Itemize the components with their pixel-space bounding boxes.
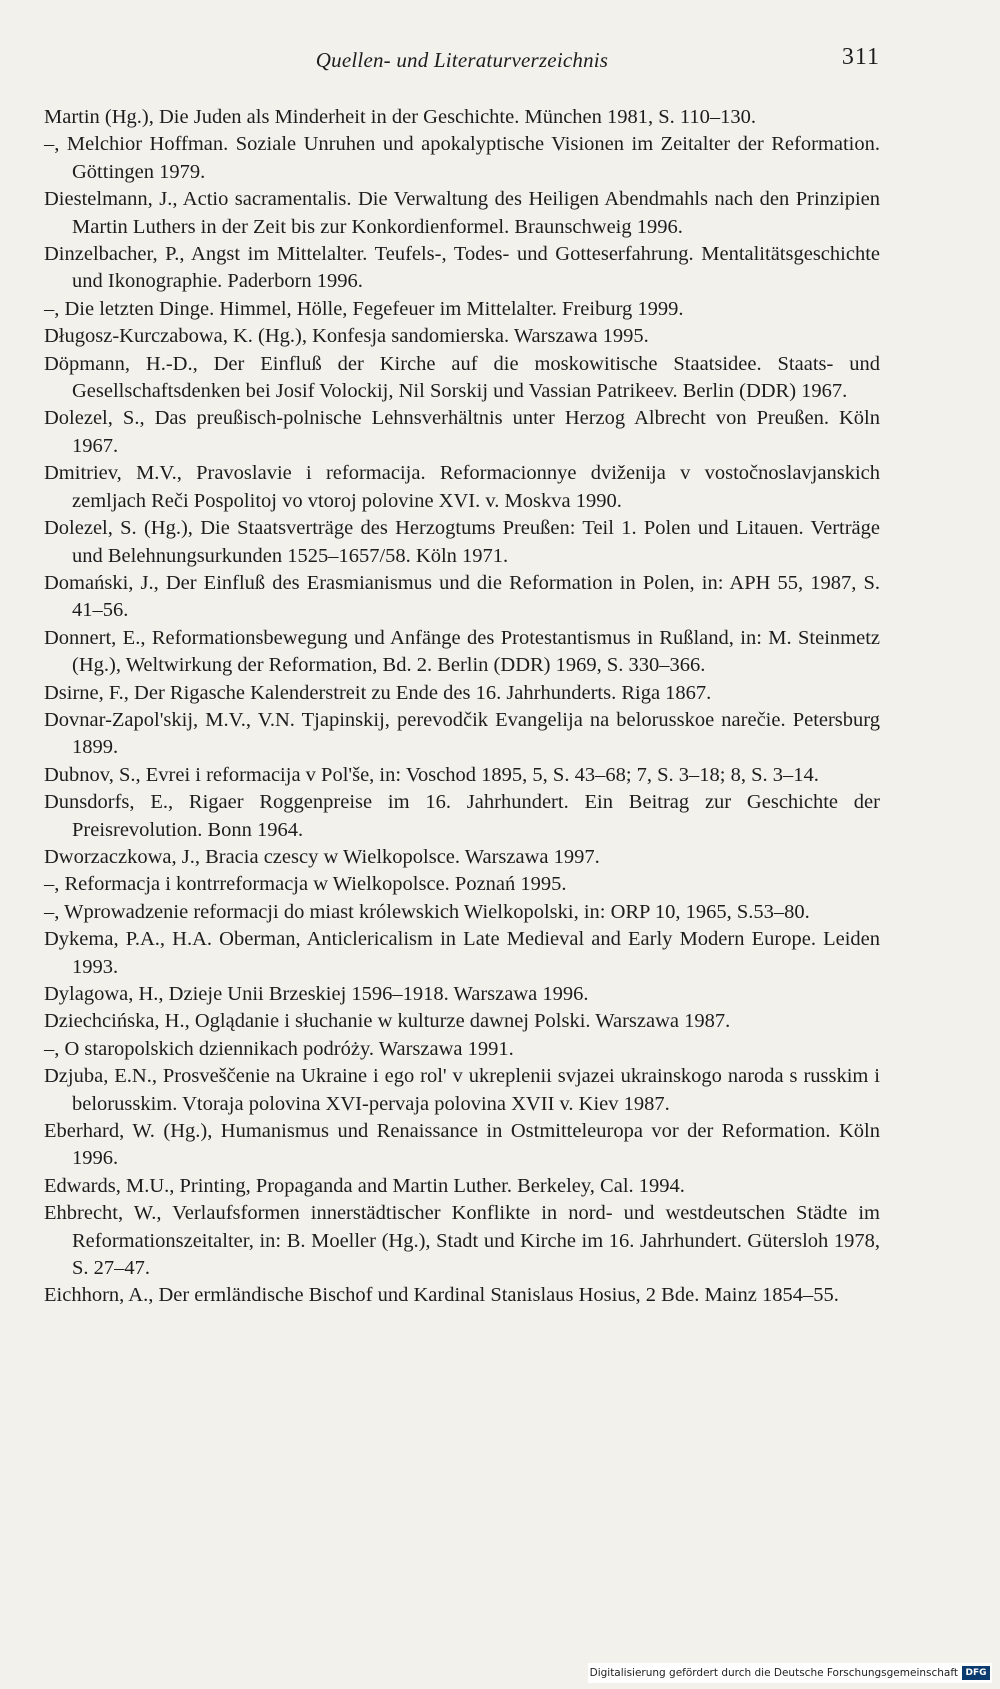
bibliography-entry: Dovnar-Zapol'skij, M.V., V.N. Tjapinskij, perevodčik Evangelija na belorusskoe narečie. Petersburg 1899. bbox=[44, 708, 880, 759]
bibliography-entry: Dmitriev, M.V., Pravoslavie i reformacija. Reformacionnye dviženija v vostočnoslavjanskich zemljach Reči Pospolitoj vo vtoroj polovine XVI. v. Moskva 1990. bbox=[44, 462, 880, 512]
bibliography-entry: Dubnov, S., Evrei i reformacija v Pol'še, in: Voschod 1895, 5, S. 43–68; 7, S. 3–18; 8, S. 3–14. bbox=[44, 763, 819, 786]
bibliography-entry: Diestelmann, J., Actio sacramentalis. Die Verwaltung des Heiligen Abendmahls nach den Prinzipien Martin Luthers in der Zeit bis zur Konkordienformel. Braunschweig 1996. bbox=[44, 188, 880, 238]
digitization-credit bbox=[588, 1663, 992, 1683]
bibliography-entry: Döpmann, H.-D., Der Einfluß der Kirche auf die moskowitische Staatsidee. Staats- und Gesellschaftsdenken bei Josif Volockij, Nil Sorskij und Vassian Patrikeev. Berlin (DDR) 1967. bbox=[44, 352, 880, 403]
bibliography-entry: Eichhorn, A., Der ermländische Bischof und Kardinal Stanislaus Hosius, 2 Bde. Mainz 1854–55. bbox=[44, 1284, 839, 1307]
bibliography-entry: –, Wprowadzenie reformacji do miast królewskich Wielkopolski, in: ORP 10, 1965, S.53–80. bbox=[44, 900, 810, 923]
bibliography-entry: Dylagowa, H., Dzieje Unii Brzeskiej 1596–1918. Warszawa 1996. bbox=[44, 983, 589, 1005]
credit-text: Digitalisierung gefördert durch die Deutsche Forschungsgemeinschaft bbox=[589, 1667, 958, 1679]
bibliography-entry: Dolezel, S., Das preußisch-polnische Lehnsverhältnis unter Herzog Albrecht von Preußen. Köln 1967. bbox=[44, 407, 880, 457]
bibliography-entry: Dziechcińska, H., Oglądanie i słuchanie w kulturze dawnej Polski. Warszawa 1987. bbox=[44, 1010, 731, 1033]
bibliography-entry: Domański, J., Der Einfluß des Erasmianismus und die Reformation in Polen, in: APH 55, 1987, S. 41–56. bbox=[44, 571, 880, 622]
page-number: 311 bbox=[841, 44, 880, 70]
running-header bbox=[44, 42, 880, 82]
bibliography-list bbox=[44, 104, 880, 1310]
bibliography-entry: Dykema, P.A., H.A. Oberman, Anticlericalism in Late Medieval and Early Modern Europe. Leiden 1993. bbox=[44, 928, 880, 978]
bibliography-entry: –, Melchior Hoffman. Soziale Unruhen und apokalyptische Visionen im Zeitalter der Reformation. Göttingen 1979. bbox=[44, 133, 880, 183]
bibliography-entry: Dolezel, S. (Hg.), Die Staatsverträge des Herzogtums Preußen: Teil 1. Polen und Litauen. Verträge und Belehnungsurkunden 1525–1657/58. Köln 1971. bbox=[44, 517, 880, 567]
dfg-logo: DFG bbox=[962, 1666, 990, 1680]
bibliography-entry: Martin (Hg.), Die Juden als Minderheit in der Geschichte. München 1981, S. 110–130. bbox=[44, 106, 757, 128]
bibliography-entry: Długosz-Kurczabowa, K. (Hg.), Konfesja sandomierska. Warszawa 1995. bbox=[44, 325, 649, 348]
bibliography-entry: Dsirne, F., Der Rigasche Kalenderstreit zu Ende des 16. Jahrhunderts. Riga 1867. bbox=[44, 681, 712, 704]
running-header-title: Quellen- und Literaturverzeichnis bbox=[315, 48, 609, 72]
bibliography-entry: Dworzaczkowa, J., Bracia czescy w Wielkopolsce. Warszawa 1997. bbox=[44, 845, 600, 868]
bibliography-entry: Eberhard, W. (Hg.), Humanismus und Renaissance in Ostmitteleuropa vor der Reformation. Köln 1996. bbox=[44, 1120, 880, 1170]
bibliography-entry: Dinzelbacher, P., Angst im Mittelalter. Teufels-, Todes- und Gotteserfahrung. Mentalitätsgeschichte und Ikonographie. Paderborn 1996. bbox=[44, 243, 880, 293]
bibliography-entry: Ehbrecht, W., Verlaufsformen innerstädtischer Konflikte in nord- und westdeutschen Städte im Reformationszeitalter, in: B. Moeller (Hg.), Stadt und Kirche im 16. Jahrhundert. Gütersloh 1978, S. 27–47. bbox=[44, 1202, 880, 1280]
bibliography-entry: Donnert, E., Reformationsbewegung und Anfänge des Protestantismus in Rußland, in: M. Steinmetz (Hg.), Weltwirkung der Reformation, Bd. 2. Berlin (DDR) 1969, S. 330–366. bbox=[44, 626, 880, 677]
bibliography-entry: –, O staropolskich dziennikach podróży. Warszawa 1991. bbox=[44, 1037, 514, 1060]
bibliography-entry: Dzjuba, E.N., Prosveščenie na Ukraine i ego rol' v ukreplenii svjazei ukrainskogo naroda s russkim i belorusskim. Vtoraja polovina XVI-pervaja polovina XVII v. Kiev 1987. bbox=[44, 1065, 880, 1115]
bibliography-entry: Dunsdorfs, E., Rigaer Roggenpreise im 16. Jahrhundert. Ein Beitrag zur Geschichte der Preisrevolution. Bonn 1964. bbox=[44, 791, 880, 841]
bibliography-entry: –, Reformacja i kontrreformacja w Wielkopolsce. Poznań 1995. bbox=[44, 873, 567, 896]
bibliography-entry: Edwards, M.U., Printing, Propaganda and Martin Luther. Berkeley, Cal. 1994. bbox=[44, 1174, 685, 1197]
bibliography-entry: –, Die letzten Dinge. Himmel, Hölle, Fegefeuer im Mittelalter. Freiburg 1999. bbox=[44, 297, 684, 320]
